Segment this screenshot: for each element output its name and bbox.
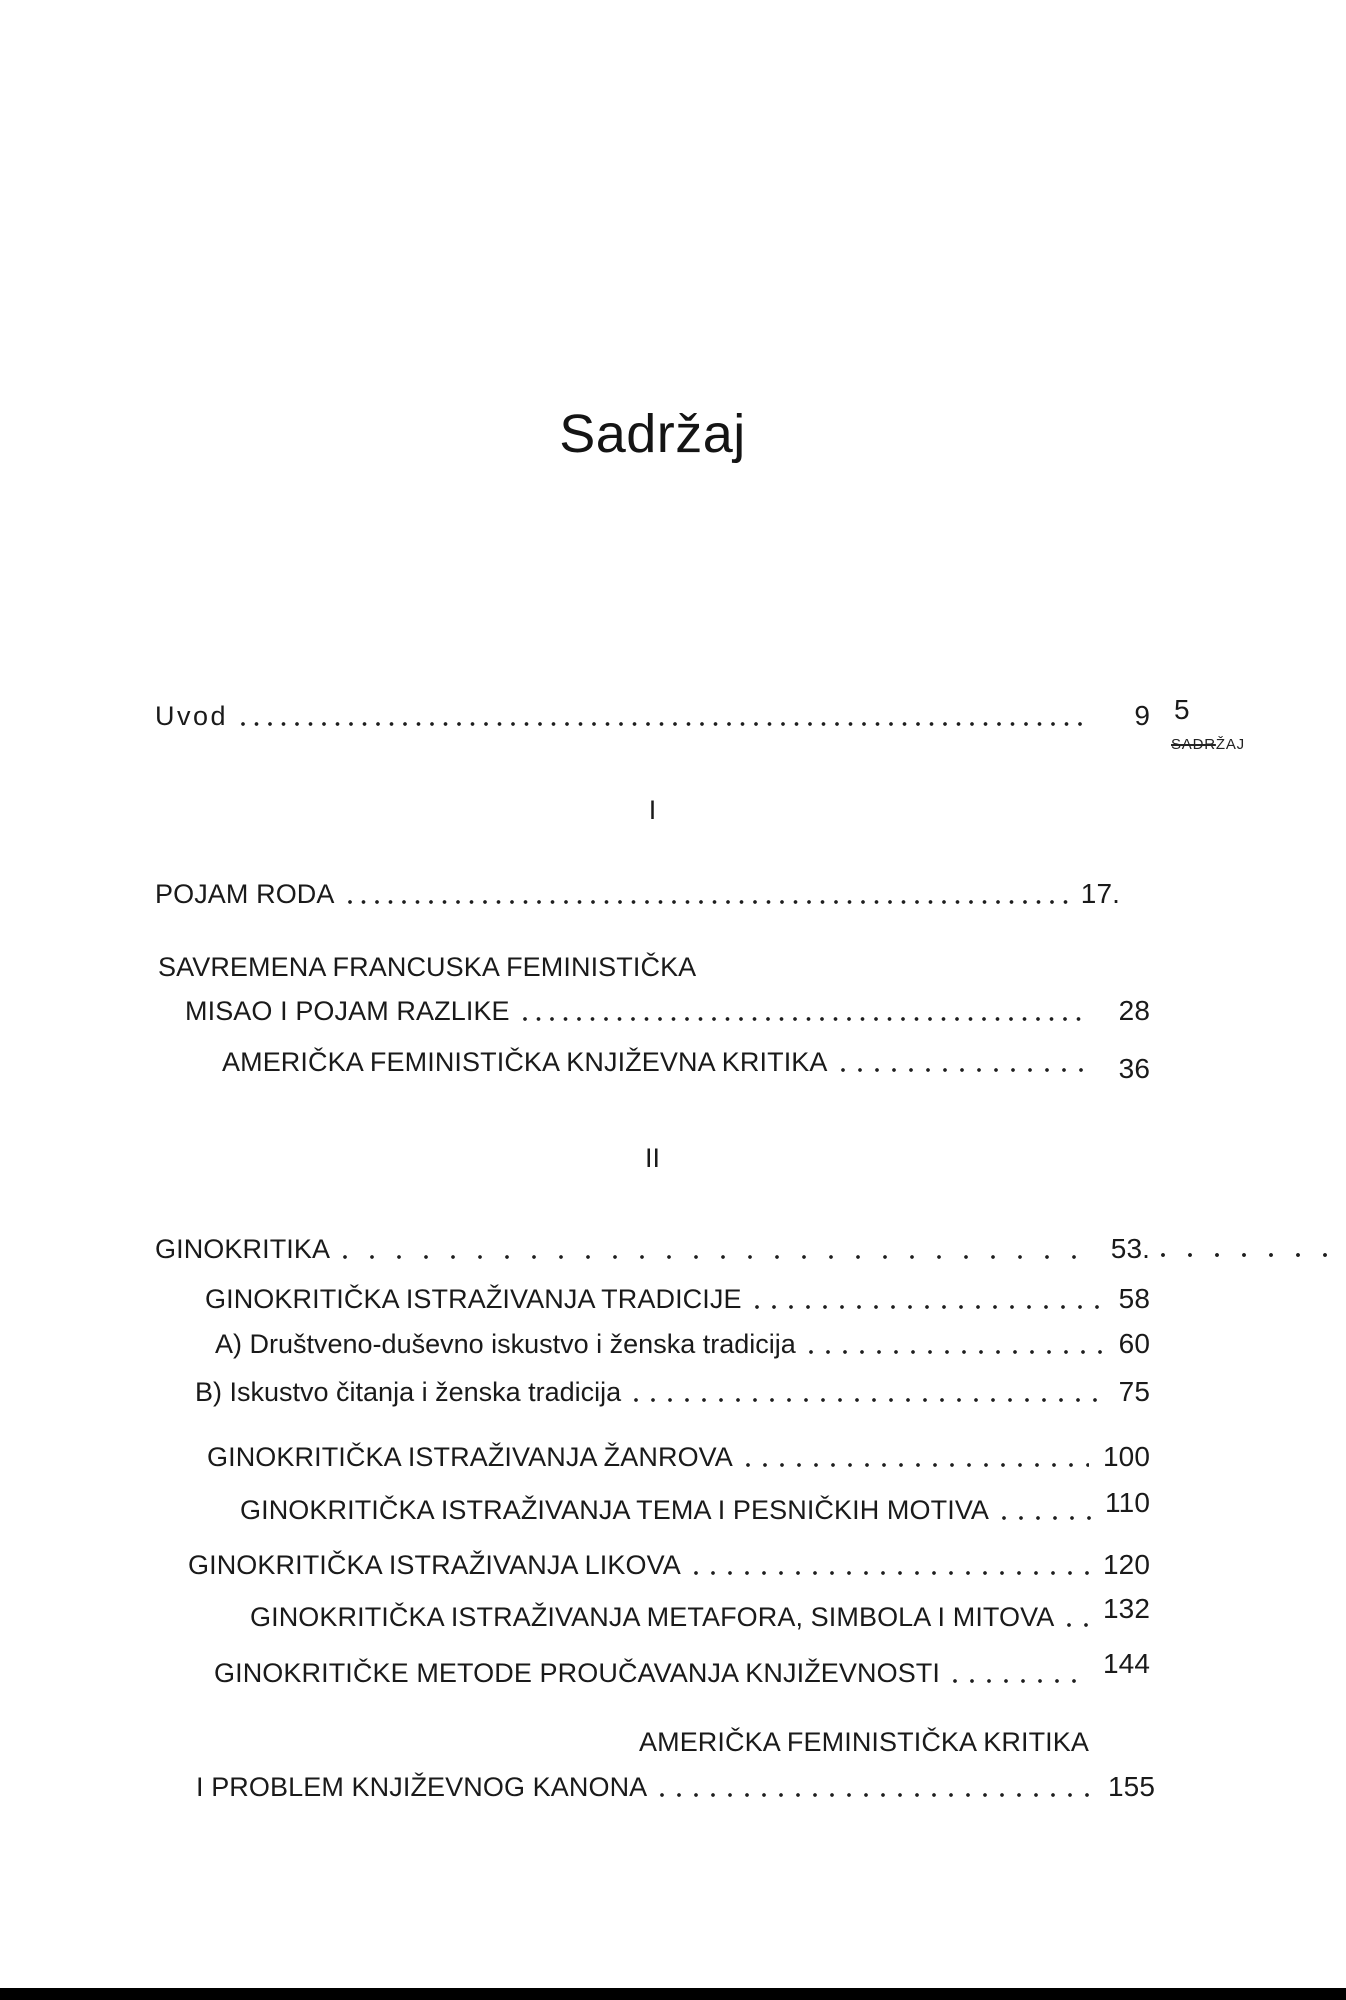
dot-leader xyxy=(693,1570,1089,1576)
running-header xyxy=(1171,736,1245,753)
toc-page-number: 100 xyxy=(1102,1441,1150,1472)
dot-leader xyxy=(808,1349,1105,1355)
toc-entry-savremena-line2 xyxy=(185,995,1150,1027)
dot-leader xyxy=(522,1016,1089,1022)
toc-page-number: 75 xyxy=(1118,1376,1150,1407)
toc-entry-label: GINOKRITIČKA ISTRAŽIVANJA TEMA I PESNIČKIH MOTIVA xyxy=(240,1495,990,1525)
dot-leader xyxy=(1066,1622,1089,1628)
dot-leader xyxy=(952,1678,1089,1684)
dot-leader xyxy=(633,1397,1096,1403)
toc-entry-label: GINOKRITIČKA ISTRAŽIVANJA METAFORA, SIMBOLA I MITOVA xyxy=(250,1602,1055,1632)
toc-entry-pojam-roda xyxy=(155,878,1120,910)
dot-leader xyxy=(840,1067,1093,1073)
dot-leader xyxy=(659,1792,1102,1798)
toc-page-number: 9 xyxy=(1134,700,1150,731)
dot-leader xyxy=(754,1304,1105,1310)
toc-page-number: 58 xyxy=(1118,1283,1150,1314)
toc-entry-label: AMERIČKA FEMINISTIČKA KRITIKA xyxy=(639,1727,1089,1757)
toc-entry-label: GINOKRITIČKA ISTRAŽIVANJA TRADICIJE xyxy=(205,1284,742,1314)
toc-entry-label: A) Društveno-duševno iskustvo i ženska tradicija xyxy=(215,1329,796,1359)
toc-entry-istrazivanja-likova xyxy=(188,1549,1150,1581)
toc-entry-ginokritika xyxy=(155,1233,1150,1265)
toc-entry-label: SAVREMENA FRANCUSKA FEMINISTIČKA xyxy=(158,952,697,982)
toc-page-number: 36 xyxy=(1118,1053,1150,1084)
dot-leader xyxy=(342,1254,1097,1260)
toc-entry-ginokriticke-metode xyxy=(214,1648,1150,1689)
toc-entry-savremena-line1 xyxy=(158,952,1150,983)
toc-page-number: 155 xyxy=(1107,1771,1155,1802)
toc-page-number: 17. xyxy=(1080,878,1120,909)
toc-entry-label: Uvod xyxy=(155,701,229,731)
toc-entry-label: B) Iskustvo čitanja i ženska tradicija xyxy=(195,1377,622,1407)
toc-entry-americka-kritika-line2 xyxy=(196,1771,1155,1803)
toc-page-number: 120 xyxy=(1102,1549,1150,1580)
toc-page-number: 53. xyxy=(1110,1233,1150,1264)
dot-leader xyxy=(347,899,1073,905)
toc-entry-label: GINOKRITIČKA ISTRAŽIVANJA ŽANROVA xyxy=(207,1442,733,1472)
toc-entry-americka-kritika-line1 xyxy=(639,1727,1150,1758)
toc-entry-istrazivanja-tema-motiva xyxy=(240,1487,1150,1526)
toc-page-number: 28 xyxy=(1118,995,1150,1026)
toc-entry-label: GINOKRITIKA xyxy=(155,1234,331,1264)
dot-leader xyxy=(240,721,1090,727)
toc-entry-americka-knjizevna-kritika xyxy=(222,1046,1150,1084)
toc-page-number: 60 xyxy=(1118,1328,1150,1359)
margin-page-number: 5 xyxy=(1174,694,1190,725)
toc-page-number: 132 xyxy=(1102,1593,1150,1624)
page-title: Sadržaj xyxy=(559,404,746,464)
section-heading-part-1: I xyxy=(648,795,657,825)
toc-entry-istrazivanja-zanrova xyxy=(207,1441,1150,1473)
running-header-tail-part: ŽAJ xyxy=(1215,736,1245,753)
toc-entry-label: MISAO I POJAM RAZLIKE xyxy=(185,996,510,1026)
toc-entry-a-drustveno-dusevno xyxy=(215,1328,1150,1360)
toc-entry-b-iskustvo-citanja xyxy=(195,1376,1150,1408)
toc-entry-label: AMERIČKA FEMINISTIČKA KNJIŽEVNA KRITIKA xyxy=(222,1047,828,1077)
bottom-black-bar xyxy=(0,1988,1346,2000)
toc-entry-istrazivanja-metafora xyxy=(250,1593,1150,1633)
dot-leader xyxy=(1001,1515,1091,1521)
toc-page-number: 144 xyxy=(1102,1648,1150,1679)
toc-entry-label: GINOKRITIČKA ISTRAŽIVANJA LIKOVA xyxy=(188,1550,681,1580)
running-header-struck-part: SADR xyxy=(1171,736,1216,753)
toc-entry-istrazivanja-tradicije xyxy=(205,1283,1150,1315)
toc-page-number: 110 xyxy=(1105,1487,1150,1518)
toc-entry-label: GINOKRITIČKE METODE PROUČAVANJA KNJIŽEVNOSTI xyxy=(214,1658,941,1688)
toc-entry-label: I PROBLEM KNJIŽEVNOG KANONA xyxy=(196,1772,648,1802)
toc-entry-label: POJAM RODA xyxy=(155,879,335,909)
section-heading-part-2: II xyxy=(644,1143,660,1173)
toc-entry-uvod xyxy=(155,700,1150,732)
dot-leader xyxy=(745,1462,1089,1468)
dot-leader-overflow xyxy=(1160,1252,1346,1258)
